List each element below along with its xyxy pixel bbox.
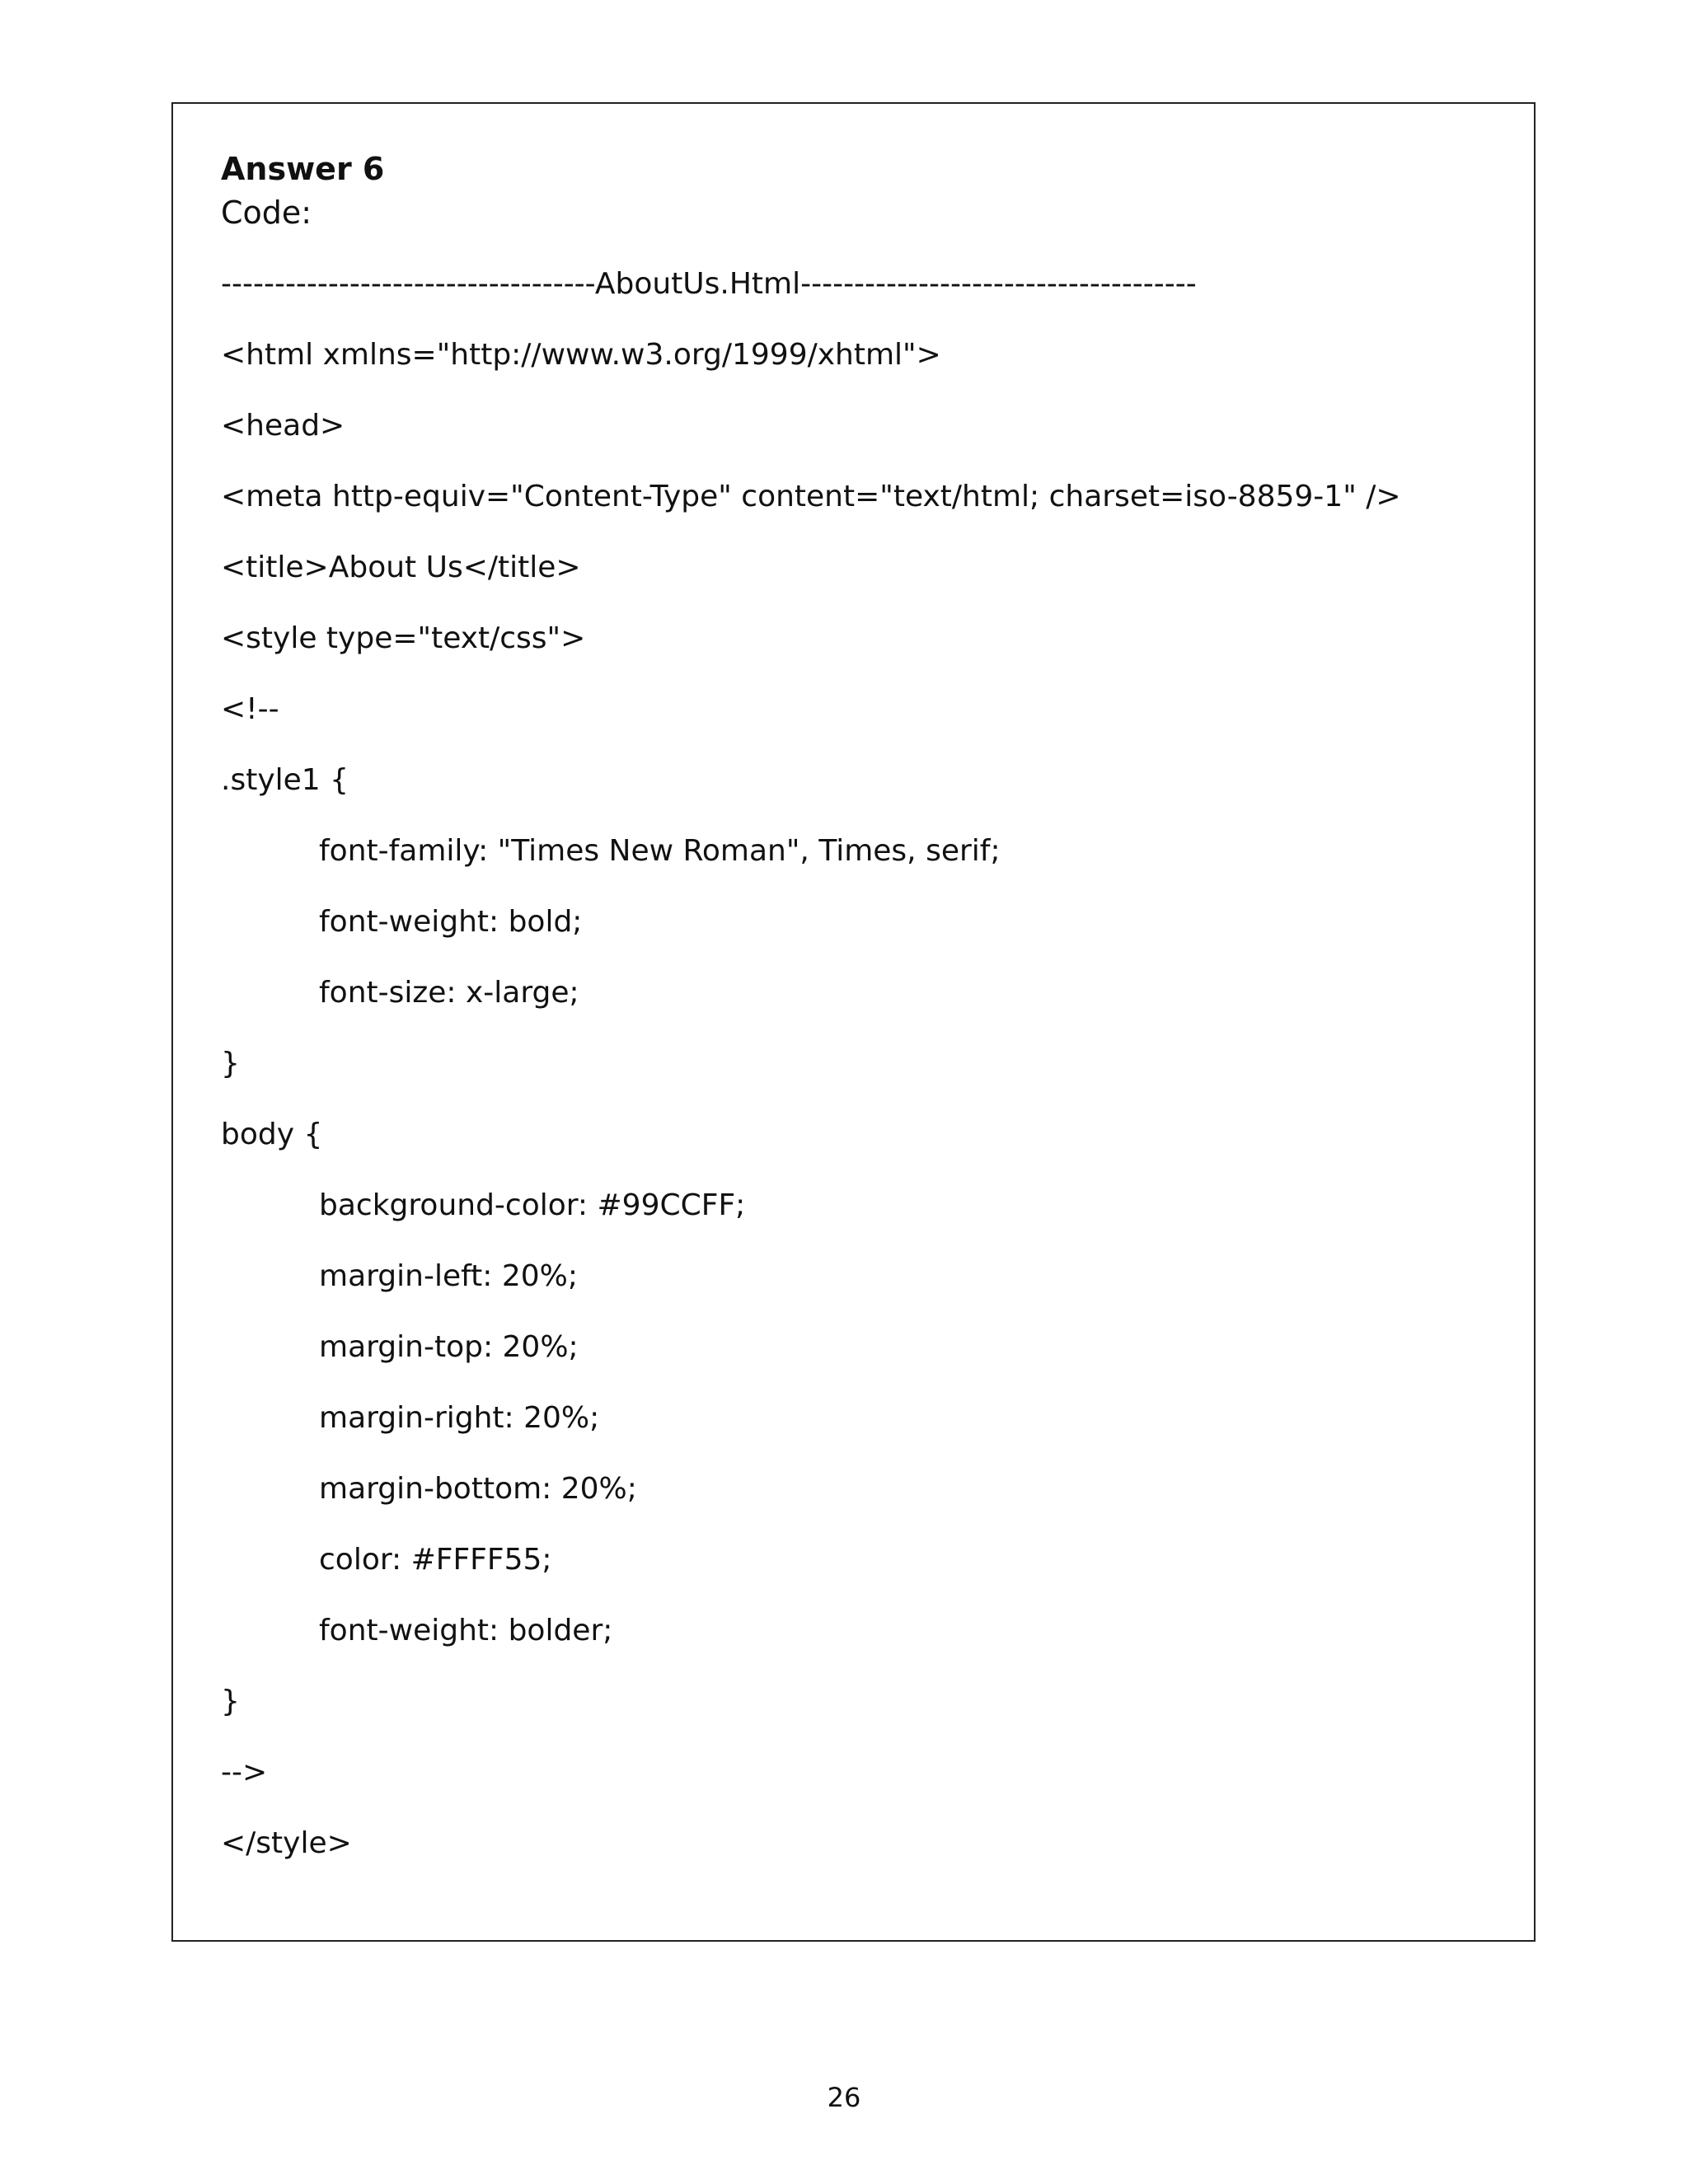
code-block	[221, 264, 1507, 1894]
code-line: <head>	[221, 409, 345, 443]
answer-heading: Answer 6	[221, 151, 385, 187]
code-line: -----------------------------------AboutUs.Html-------------------------------------	[221, 267, 1197, 301]
code-line: .style1 {	[221, 763, 349, 797]
code-line: font-size: x-large;	[319, 976, 579, 1010]
code-line: }	[221, 1047, 240, 1080]
code-line: <meta http-equiv="Content-Type" content="text/html; charset=iso-8859-1" />	[221, 480, 1401, 513]
code-line: font-weight: bold;	[319, 905, 583, 939]
code-line: margin-right: 20%;	[319, 1401, 600, 1435]
code-line: margin-left: 20%;	[319, 1259, 578, 1293]
page-number: 26	[827, 2082, 861, 2113]
code-line: font-weight: bolder;	[319, 1614, 613, 1647]
code-line: margin-bottom: 20%;	[319, 1472, 637, 1506]
code-line: <style type="text/css">	[221, 621, 586, 655]
code-line: }	[221, 1685, 240, 1718]
code-line: margin-top: 20%;	[319, 1330, 579, 1364]
code-line: </style>	[221, 1826, 352, 1860]
code-line: <title>About Us</title>	[221, 551, 581, 584]
code-line: -->	[221, 1755, 268, 1789]
code-line: <html xmlns="http://www.w3.org/1999/xhtml">	[221, 338, 941, 372]
code-label: Code:	[221, 194, 312, 231]
code-line: color: #FFFF55;	[319, 1543, 552, 1577]
code-line: body {	[221, 1118, 323, 1151]
code-line: <!--	[221, 692, 279, 726]
code-line: background-color: #99CCFF;	[319, 1188, 746, 1222]
code-line: font-family: "Times New Roman", Times, serif;	[319, 834, 1001, 868]
